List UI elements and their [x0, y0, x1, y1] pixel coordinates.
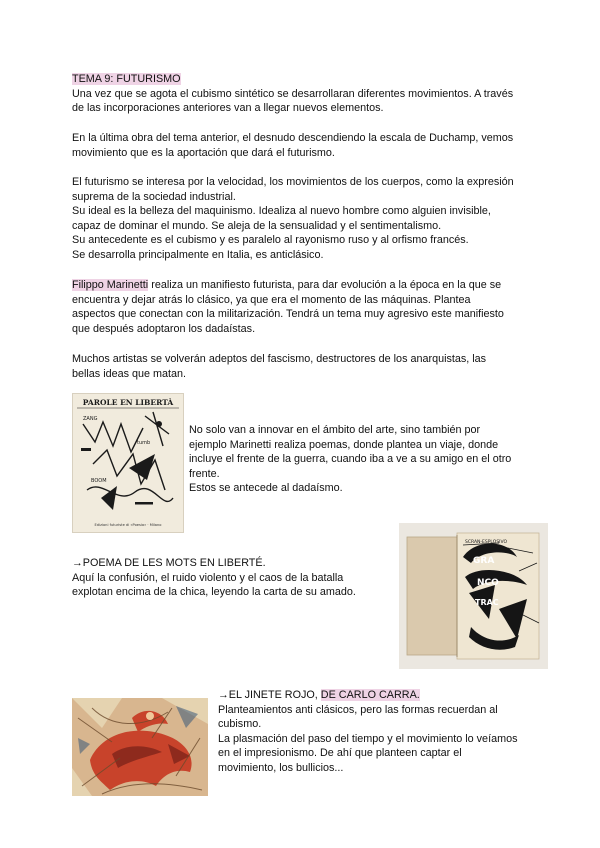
- parole-cover-artwork: [73, 394, 183, 532]
- jinete-rojo-artwork: [72, 698, 208, 796]
- poems-line-1: No solo van a innovar en el ámbito del arte, sino también por: [189, 424, 481, 436]
- intro-line-1: Una vez que se agota el cubismo sintético se desarrollaran diferentes movimientos. A través: [72, 87, 514, 100]
- interests-line-1: El futurismo se interesa por la velocidad, los movimientos de los cuerpos, como la expresión: [72, 176, 514, 188]
- duchamp-line-2: movimiento que es la aportación que dará el futurismo.: [72, 146, 335, 159]
- mots-line-1: Aquí la confusión, el ruido violento y el caos de la batalla: [72, 571, 344, 584]
- fascism-line-1: Muchos artistas se volverán adeptos del fascismo, destructores de los anarquistas, las: [72, 353, 487, 365]
- mots-en-liberte-image: [399, 523, 548, 669]
- jinete-title-highlight: DE CARLO CARRA.: [320, 689, 420, 701]
- fascism-line-2: bellas ideas que matan.: [72, 367, 187, 380]
- mots-line-2: explotan encima de la chica, leyendo la carta de su amado.: [72, 586, 356, 599]
- svg-text:tumb: tumb: [137, 440, 151, 446]
- marinetti-line-3: aspectos que conectan con la militarización. Tendrá un tema muy agresivo este manifiesto: [72, 308, 504, 321]
- fascism-paragraph: [72, 352, 532, 381]
- marinetti-line-1-rest: realiza un manifiesto futurista, para dar evolución a la época en la que se: [148, 279, 502, 291]
- marinetti-name: Filippo Marinetti: [72, 279, 149, 291]
- parole-in-liberta-image: [72, 393, 184, 533]
- jinete-line-3: La plasmación del paso del tiempo y el movimiento lo veíamos: [218, 732, 518, 745]
- mots-title: →POEMA DE LES MOTS EN LIBERTÉ.: [72, 557, 266, 569]
- interests-line-4: capaz de dominar el mundo. Se aleja de la sensualidad y el sentimentalismo.: [72, 219, 442, 232]
- marinetti-line-2: encuentra y dejar atrás lo clásico, ya que era el momento de las máquinas. Plantea: [72, 293, 471, 306]
- jinete-line-5: movimiento, los bullicios...: [218, 761, 344, 774]
- marinetti-line-4: que después adoptaron los dadaístas.: [72, 322, 256, 335]
- jinete-line-1: Planteamientos anti clásicos, pero las formas recuerdan al: [218, 703, 498, 716]
- svg-text:TRAC: TRAC: [475, 598, 499, 607]
- parole-cover-footer: Edizioni futuriste di «Poesia» · Milano: [94, 523, 162, 527]
- mots-book-artwork: [399, 523, 548, 669]
- svg-text:SCRAN-ESPLOSIVO: SCRAN-ESPLOSIVO: [465, 540, 508, 545]
- interests-line-5: Su antecedente es el cubismo y es paralelo al rayonismo ruso y al orfismo francés.: [72, 234, 469, 247]
- parole-cover-title: PAROLE EN LIBERTÀ: [82, 398, 174, 407]
- intro-block: [72, 72, 532, 116]
- marinetti-paragraph: [72, 278, 532, 336]
- svg-text:NCO: NCO: [477, 578, 499, 588]
- svg-text:BOOM: BOOM: [91, 478, 107, 484]
- poems-line-2: ejemplo Marinetti realiza poemas, donde plantea un viaje, donde: [189, 438, 499, 451]
- interests-line-3: Su ideal es la belleza del maquinismo. Idealiza al nuevo hombre como alguien invisible,: [72, 205, 491, 218]
- poems-paragraph: [189, 423, 529, 496]
- jinete-title-prefix: →EL JINETE ROJO,: [218, 689, 321, 701]
- intro-line-2: de las incorporaciones anteriores van a llegar nuevos elementos.: [72, 102, 384, 115]
- jinete-rojo-image: [72, 698, 208, 796]
- jinete-line-4: en el impresionismo. De ahí que planteen captar el: [218, 747, 462, 760]
- poems-line-4: frente.: [189, 467, 220, 480]
- duchamp-paragraph: [72, 131, 532, 160]
- section-title: TEMA 9: FUTURISMO: [72, 73, 181, 85]
- poems-line-5: Estos se antecede al dadaísmo.: [189, 482, 343, 495]
- duchamp-line-1: En la última obra del tema anterior, el desnudo descendiendo la escala de Duchamp, vemos: [72, 132, 514, 144]
- interests-line-2: suprema de la sociedad industrial.: [72, 190, 236, 203]
- jinete-line-2: cubismo.: [218, 718, 262, 731]
- interests-paragraph: [72, 175, 532, 263]
- svg-text:ZANG: ZANG: [83, 416, 98, 422]
- jinete-paragraph: [218, 688, 538, 776]
- svg-text:GRA: GRA: [473, 556, 495, 566]
- poems-line-3: incluye el frente de la guerra, cuando iba a ve a su amigo en el otro: [189, 453, 512, 466]
- interests-line-6: Se desarrolla principalmente en Italia, es anticlásico.: [72, 248, 324, 261]
- mots-paragraph: [72, 556, 392, 600]
